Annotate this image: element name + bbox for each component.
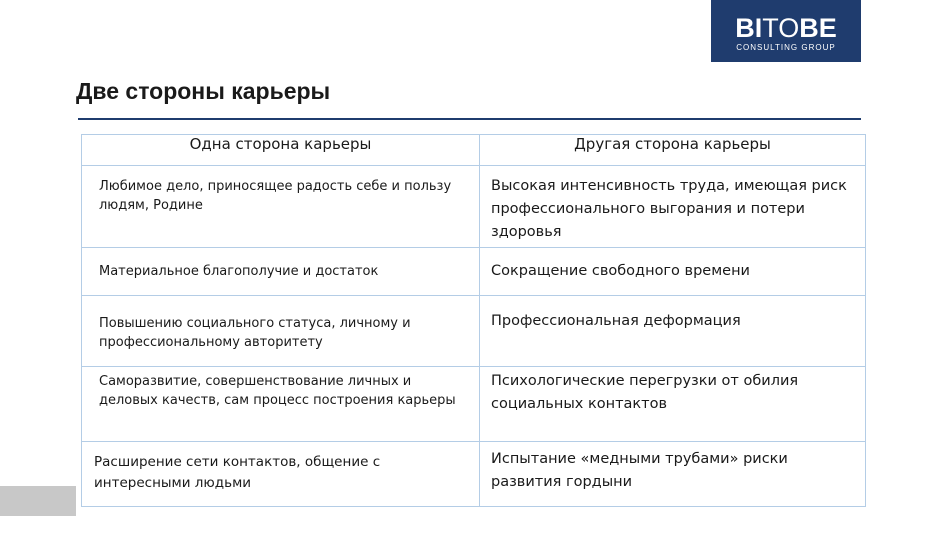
table-cell-other-side: Сокращение свободного времени <box>480 248 866 296</box>
table-row <box>82 296 866 367</box>
table-cell-one-side: Материальное благополучие и достаток <box>82 248 480 296</box>
table-cell-one-side: Повышению социального статуса, личному и профессиональному авторитету <box>82 296 480 367</box>
table-cell-one-side: Саморазвитие, совершенствование личных и деловых качеств, сам процесс построения карьеры <box>82 367 480 442</box>
logo-part-to: TO <box>762 13 800 43</box>
title-divider <box>78 118 861 120</box>
column-header-one-side: Одна сторона карьеры <box>82 135 480 166</box>
table-row <box>82 248 866 296</box>
logo-wordmark <box>711 14 861 42</box>
table-row <box>82 367 866 442</box>
page-title: Две стороны карьеры <box>76 78 331 104</box>
table-cell-other-side: Психологические перегрузки от обилия социальных контактов <box>480 367 866 442</box>
decorative-grey-block <box>0 486 76 516</box>
table-cell-other-side: Высокая интенсивность труда, имеющая риск профессионального выгорания и потери здоровья <box>480 166 866 248</box>
column-header-other-side: Другая сторона карьеры <box>480 135 866 166</box>
logo-part-bi: BI <box>735 13 763 43</box>
table-cell-one-side: Расширение сети контактов, общение с интересными людьми <box>82 442 480 507</box>
table-cell-one-side: Любимое дело, приносящее радость себе и пользу людям, Родине <box>82 166 480 248</box>
logo-part-be: BE <box>799 13 837 43</box>
table-row <box>82 442 866 507</box>
career-sides-table <box>81 134 866 507</box>
table-row <box>82 166 866 248</box>
table-cell-other-side: Профессиональная деформация <box>480 296 866 367</box>
table-cell-other-side: Испытание «медными трубами» риски развития гордыни <box>480 442 866 507</box>
table-header-row <box>82 135 866 166</box>
logo-subtitle: CONSULTING GROUP <box>736 43 836 52</box>
company-logo <box>711 0 861 62</box>
